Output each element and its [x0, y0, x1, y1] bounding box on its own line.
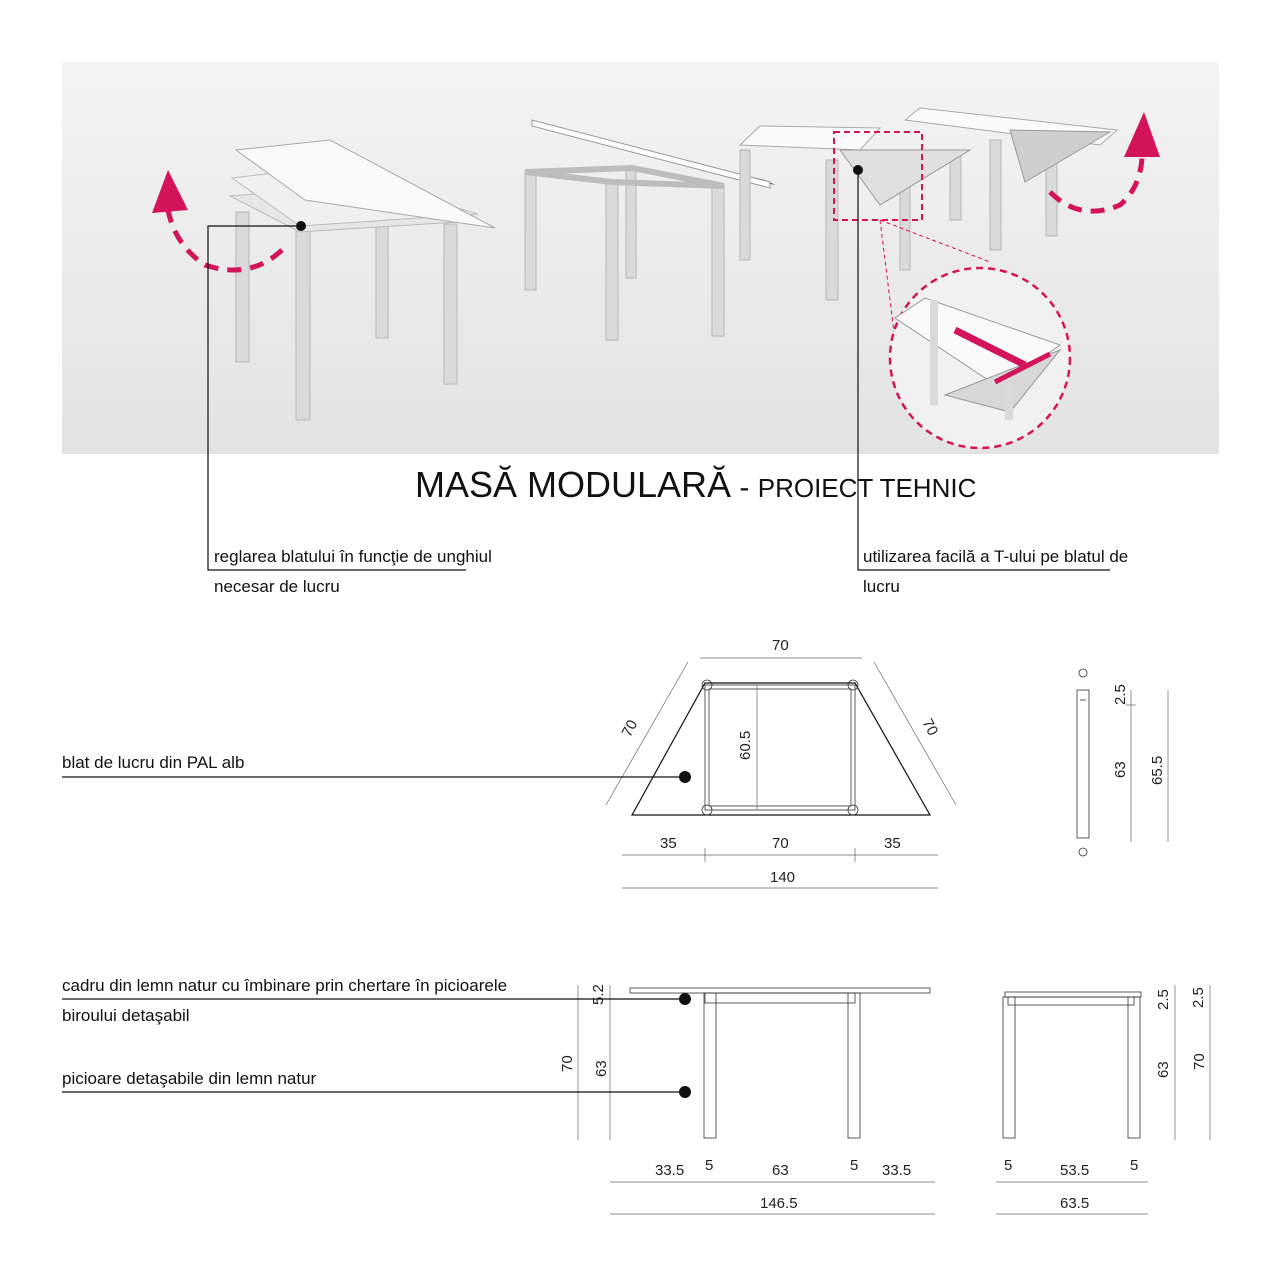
plan-view	[606, 658, 956, 888]
leader-top-material	[62, 771, 691, 783]
front-dim-frame: 5.2	[590, 984, 607, 1005]
plan-dim-top: 70	[772, 637, 789, 654]
front-dim-bottom-right: 33.5	[882, 1162, 912, 1179]
table-render-open-frame	[525, 120, 775, 340]
page-title	[415, 464, 976, 505]
tsquare-note-line1: utilizarea facilă a T-ului pe blatul de	[863, 547, 1129, 566]
frame-note-line2: biroului detaşabil	[62, 1006, 190, 1025]
top-material-note: blat de lucru din PAL alb	[62, 753, 245, 772]
plan-dim-bottom-left: 35	[660, 835, 677, 852]
tilt-note-line2: necesar de lucru	[214, 577, 340, 596]
plan-dim-depth: 60.5	[737, 730, 754, 760]
profile-dim-leg-height: 63	[1155, 1061, 1172, 1078]
plan-dim-right: 70	[918, 715, 942, 739]
legs-note: picioare detaşabile din lemn natur	[62, 1069, 317, 1088]
side-dim-top: 2.5	[1112, 684, 1129, 705]
front-dim-mid: 63	[772, 1162, 789, 1179]
plan-dim-bottom-mid: 70	[772, 835, 789, 852]
front-dim-leg1: 5	[705, 1157, 714, 1174]
side-dim-total: 65.5	[1149, 755, 1166, 785]
profile-dim-leg2: 5	[1130, 1157, 1139, 1174]
front-dim-leg2: 5	[850, 1157, 859, 1174]
front-dim-total: 146.5	[760, 1195, 798, 1212]
title-main: MASĂ MODULARĂ	[415, 464, 732, 505]
plan-dim-bottom-right: 35	[884, 835, 901, 852]
profile-dim-mid: 53.5	[1060, 1162, 1090, 1179]
front-dim-total-height: 70	[559, 1055, 576, 1072]
profile-dim-top-b: 2.5	[1190, 987, 1207, 1008]
profile-elevation	[996, 985, 1210, 1214]
front-dim-leg-height: 63	[593, 1060, 610, 1077]
profile-dim-total: 70	[1191, 1053, 1208, 1070]
tilt-note-line1: reglarea blatului în funcţie de unghiul	[214, 547, 492, 566]
table-render-folding	[740, 108, 1117, 300]
front-dim-bottom-left: 33.5	[655, 1162, 685, 1179]
table-render-tilted-stack	[230, 140, 495, 420]
profile-dim-total-width: 63.5	[1060, 1195, 1090, 1212]
profile-dim-leg1: 5	[1004, 1157, 1013, 1174]
side-dim-height: 63	[1112, 761, 1129, 778]
title-separator: -	[731, 471, 758, 504]
plan-dim-left: 70	[618, 717, 642, 740]
plan-dim-total: 140	[770, 869, 796, 886]
title-sub: PROIECT TEHNIC	[757, 473, 977, 503]
frame-note-line1: cadru din lemn natur cu îmbinare prin chertare în picioarele	[62, 976, 508, 995]
profile-dim-top-a: 2.5	[1155, 989, 1172, 1010]
tsquare-note-line2: lucru	[863, 577, 900, 596]
front-elevation	[578, 985, 935, 1214]
